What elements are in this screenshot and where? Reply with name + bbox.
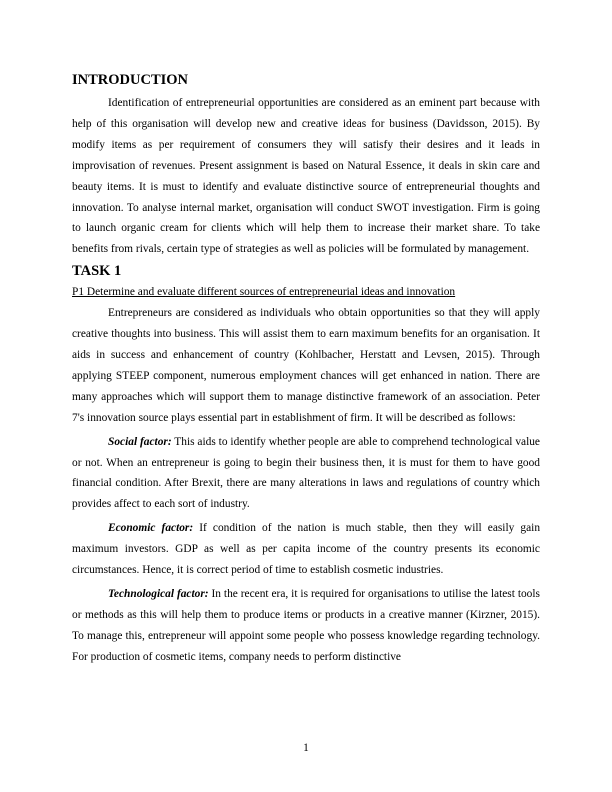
introduction-heading: INTRODUCTION xyxy=(72,72,189,88)
page-content xyxy=(72,72,540,671)
technological-factor-text: In the recent era, it is required for organisations to utilise the latest tools or methods as this will help them to produce items or products in a creative manner (Kirzner, 2015). To manage this, entrepreneur will appoint some people who possess knowledge regarding technology. For production of cosmetic items, company needs to perform distinctive xyxy=(72,587,540,663)
economic-factor-paragraph xyxy=(72,518,540,581)
social-factor-lead: Social factor: xyxy=(108,435,172,448)
p1-subheading: P1 Determine and evaluate different sources of entrepreneurial ideas and innovation xyxy=(72,286,456,299)
page-number: 1 xyxy=(303,742,309,754)
economic-factor-lead: Economic factor: xyxy=(108,522,194,535)
task1-paragraph: Entrepreneurs are considered as individuals who obtain opportunities so that they will apply creative thoughts into business. This will assist them to earn maximum benefits for an organisation. It aids in success and enhancement of country (Kohlbacher, Herstatt and Levsen, 2015). Through applying STEEP component, numerous employment chances will get enhanced in nation. There are many approaches which will support them to manage distinctive framework of an association. Peter 7's innovation source plays essential part in establishment of firm. It will be described as follows: xyxy=(72,307,540,424)
technological-factor-paragraph xyxy=(72,584,540,668)
task1-heading: TASK 1 xyxy=(72,263,122,280)
technological-factor-lead: Technological factor: xyxy=(108,587,209,600)
social-factor-text: This aids to identify whether people are able to comprehend technological value or not. When an entrepreneur is going to begin their business then, it is must for them to have good financial condition. After Brexit, there are many alterations in laws and regulations of country which provides affect to each sort of industry. xyxy=(72,435,540,511)
introduction-paragraph: Identification of entrepreneurial opportunities are considered as an eminent part because with help of this organisation will develop new and creative ideas for business (Davidsson, 2015). By modify items as per requirement of consumers they will satisfy their desires and it leads in improvisation of revenues. Present assignment is based on Natural Essence, it deals in skin care and beauty items. It is must to identify and evaluate distinctive source of entrepreneurial thoughts and innovation. To analyse internal market, organisation will conduct SWOT investigation. Firm is going to launch organic cream for clients which will help them to increase their market share. To take benefits from rivals, certain type of strategies as well as policies will be formulated by management. xyxy=(72,97,540,256)
economic-factor-text: If condition of the nation is much stable, then they will easily gain maximum investors. GDP as well as per capita income of the country presents its economic circumstances. Hence, it is correct period of time to establish cosmetic industries. xyxy=(72,522,541,577)
social-factor-paragraph xyxy=(72,432,540,516)
